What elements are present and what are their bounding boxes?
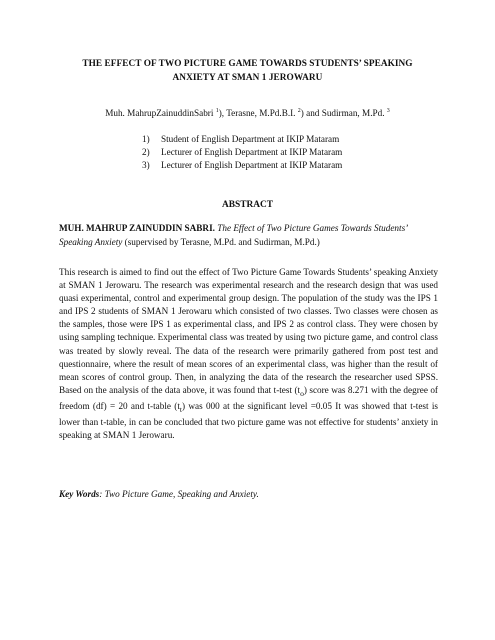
subscript-t: t [179,404,183,414]
author-2-sup: 2 [297,108,301,114]
author-1-name: Muh. MahrupZainuddinSabri [105,108,214,118]
keywords-text: : Two Picture Game, Speaking and Anxiety. [99,489,259,499]
keywords-line [59,487,439,501]
abstract-body-part-1: This research is aimed to find out the effect of Two Picture Game Towards Students’ speaking Anxiety at SMAN 1 Jerowaru. The research was experimental research and the research design that was used quasi experimental, control and experimental group design. The population of the study was the IPS 1 and IPS 2 students of SMAN 1 Jerowaru which consisted of two classes. Two classes were chosen as the samples, those were IPS 1 as experimental class, and IPS 2 as control class. They were chosen by using sampling technique. Experimental class was treated by using two picture game, and control class was treated by slowly reveal. The data of the research were primarily gathered from post test and questionnaire, where the result of mean scores of an experimental class, was higher than the result of mean scores of control group. Then, in analyzing the data of the research the researcher used SPSS. Based on the analysis of the data above, it was found that t-test (t [59,267,438,395]
affiliation-text: Student of English Department at IKIP Mataram [161,134,340,144]
keywords-label: Key Words [59,489,100,499]
affiliation-number: 1) [142,134,150,144]
affiliation-number: 2) [142,147,150,157]
author-3-sup: 3 [386,108,390,114]
abstract-body-part-3: ) was 000 at the significant level =0.05 It was showed that t-test is lower than t-table, in can be concluded that two picture game was not effective for students’ anxiety in speaking at SMAN 1 Jerowaru. [59,400,438,440]
abstract-author-name: MUH. MAHRUP ZAINUDDIN SABRI. [59,223,215,233]
abstract-heading: ABSTRACT [221,200,274,210]
author-line [40,106,455,120]
author-2-name: Terasne, M.Pd.B.I. [226,108,296,118]
author-3-name: Sudirman, M.Pd. [321,108,385,118]
abstract-body-part-2: ) score was 8.271 with the degree of freedom (df) = 20 and t-table (t [59,384,438,411]
affiliation-number: 3) [142,160,150,170]
abstract-work-title: The Effect of Two Picture Games Towards Students’ Speaking Anxiety [59,223,408,247]
abstract-byline [59,221,439,249]
affiliation-text: Lecturer of English Department at IKIP Mataram [161,147,343,157]
affiliation-item [142,146,342,159]
affiliation-item [142,133,342,146]
subscript-o: o [300,388,304,398]
author-separator: , [221,108,227,118]
abstract-supervision: (supervised by Terasne, M.Pd. and Sudirman, M.Pd.) [124,237,320,247]
author-1-close: ) [218,108,222,118]
affiliation-list [142,133,342,172]
author-2-close: ) [300,108,304,118]
paper-title: THE EFFECT OF TWO PICTURE GAME TOWARDS STUDENTS’ SPEAKING ANXIETY AT SMAN 1 JEROWARU [82,59,413,83]
affiliation-text: Lecturer of English Department at IKIP Mataram [161,160,343,170]
affiliation-item [142,159,342,172]
author-conjunction: and [303,108,322,118]
abstract-body [59,266,438,442]
author-1-sup: 1 [215,108,219,114]
